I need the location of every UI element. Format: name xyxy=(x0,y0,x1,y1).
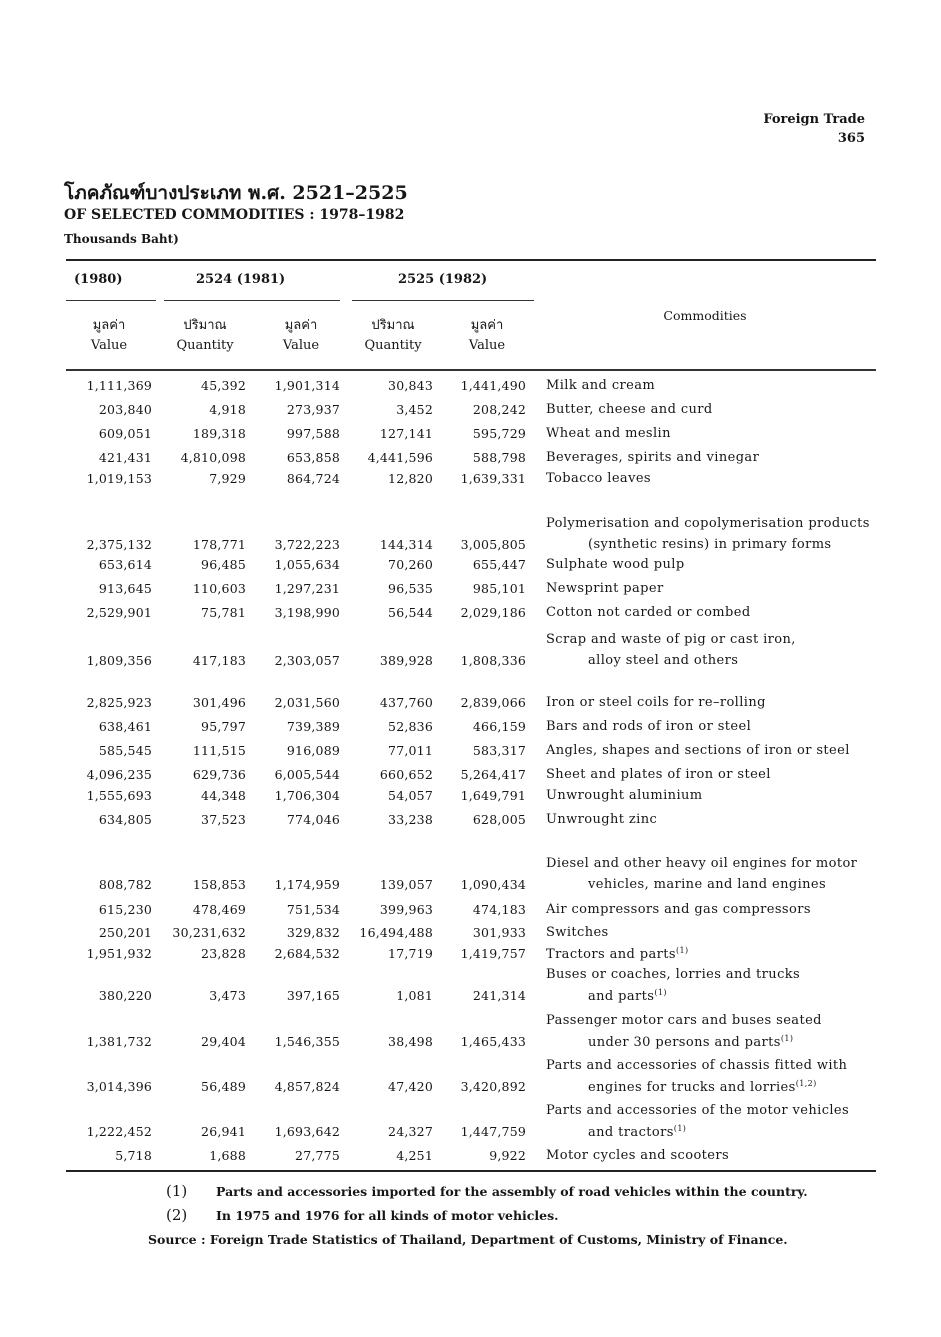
commodity-text: Cotton not carded or combed xyxy=(546,605,751,620)
footnote-mark: (1) xyxy=(166,1182,188,1200)
value-1981-cell: 2,303,057 xyxy=(274,653,340,668)
commodity-text: Passenger motor cars and buses seated xyxy=(546,1013,822,1028)
commodity-label xyxy=(546,1103,849,1118)
commodity-label xyxy=(546,1013,822,1028)
commodity-label xyxy=(546,767,771,782)
commodity-text: and parts xyxy=(588,989,655,1004)
quantity-1981-cell: 1,688 xyxy=(209,1148,246,1163)
commodity-text: Angles, shapes and sections of iron or steel xyxy=(546,743,850,758)
value-1981-cell: 1,693,642 xyxy=(274,1124,340,1139)
col-header-english: Quantity xyxy=(176,338,234,353)
commodity-label xyxy=(546,1058,847,1073)
value-1980-cell: 421,431 xyxy=(98,450,152,465)
commodity-text: Polymerisation and copolymerisation products xyxy=(546,516,870,531)
commodity-text: Switches xyxy=(546,925,609,940)
quantity-1981-cell: 478,469 xyxy=(192,902,246,917)
quantity-1981-cell: 110,603 xyxy=(192,581,246,596)
quantity-1981-cell: 95,797 xyxy=(201,719,246,734)
commodity-label-continued xyxy=(588,877,826,892)
commodity-label xyxy=(546,402,713,417)
quantity-1981-cell: 178,771 xyxy=(192,537,246,552)
commodity-text: Milk and cream xyxy=(546,378,656,393)
commodity-label xyxy=(546,426,671,441)
value-1982-cell: 2,839,066 xyxy=(460,695,526,710)
commodity-label xyxy=(546,902,811,917)
commodity-text: Beverages, spirits and vinegar xyxy=(546,450,760,465)
quantity-1981-cell: 189,318 xyxy=(192,426,246,441)
value-1980-cell: 585,545 xyxy=(98,743,152,758)
value-1981-cell: 397,165 xyxy=(286,988,340,1003)
quantity-1982-cell: 56,544 xyxy=(388,605,433,620)
quantity-1981-cell: 37,523 xyxy=(201,812,246,827)
value-1981-cell: 1,055,634 xyxy=(274,557,340,572)
commodity-text: and tractors xyxy=(588,1125,674,1140)
quantity-1982-cell: 144,314 xyxy=(379,537,433,552)
commodity-label xyxy=(546,925,609,940)
commodity-label xyxy=(546,695,766,710)
value-1981-cell: 2,031,560 xyxy=(274,695,340,710)
year-1982-rule xyxy=(352,300,534,301)
quantity-1982-cell: 47,420 xyxy=(388,1079,433,1094)
value-1982-cell: 241,314 xyxy=(472,988,526,1003)
col-header-thai: ปริมาณ xyxy=(371,318,415,333)
commodity-label xyxy=(546,967,800,982)
quantity-1982-cell: 660,652 xyxy=(379,767,433,782)
quantity-1982-cell: 127,141 xyxy=(379,426,433,441)
value-1982-cell: 1,419,757 xyxy=(460,946,526,961)
value-1981-cell: 916,089 xyxy=(286,743,340,758)
commodity-label-continued xyxy=(588,988,667,1004)
quantity-1981-cell: 3,473 xyxy=(209,988,246,1003)
quantity-1981-cell: 75,781 xyxy=(201,605,246,620)
value-1981-cell: 1,297,231 xyxy=(274,581,340,596)
commodity-label xyxy=(546,856,857,871)
quantity-1981-cell: 96,485 xyxy=(201,557,246,572)
value-1982-cell: 1,090,434 xyxy=(460,877,526,892)
value-1980-cell: 1,555,693 xyxy=(86,788,152,803)
quantity-1982-cell: 96,535 xyxy=(388,581,433,596)
commodity-label-continued xyxy=(588,653,738,668)
quantity-1982-cell: 77,011 xyxy=(388,743,433,758)
commodity-text: Scrap and waste of pig or cast iron, xyxy=(546,632,796,647)
quantity-1982-cell: 139,057 xyxy=(379,877,433,892)
col-header-thai: มูลค่า xyxy=(470,318,504,333)
value-1982-cell: 1,639,331 xyxy=(460,471,526,486)
commodity-text: Unwrought aluminium xyxy=(546,788,703,803)
commodity-text: Butter, cheese and curd xyxy=(546,402,713,417)
value-1980-cell: 203,840 xyxy=(98,402,152,417)
value-1982-cell: 1,447,759 xyxy=(460,1124,526,1139)
commodity-text: vehicles, marine and land engines xyxy=(588,877,827,892)
value-1982-cell: 208,242 xyxy=(472,402,526,417)
source-note: Source : Foreign Trade Statistics of Thailand, Department of Customs, Ministry of Finance. xyxy=(148,1232,788,1247)
quantity-1982-cell: 16,494,488 xyxy=(359,925,433,940)
value-1980-cell: 3,014,396 xyxy=(86,1079,152,1094)
quantity-1981-cell: 111,515 xyxy=(192,743,246,758)
value-1980-cell: 653,614 xyxy=(98,557,152,572)
commodity-label-continued xyxy=(588,1079,817,1095)
value-1981-cell: 27,775 xyxy=(295,1148,340,1163)
commodity-text: Parts and accessories of the motor vehicles xyxy=(546,1103,850,1118)
year-1980-label: (1980) xyxy=(74,272,123,287)
thai-title: โภคภัณฑ์บางประเภท พ.ศ. 2521–2525 xyxy=(64,182,408,204)
year-1980-rule xyxy=(66,300,156,301)
commodity-text: Unwrought zinc xyxy=(546,812,658,827)
value-1982-cell: 5,264,417 xyxy=(460,767,526,782)
value-1981-cell: 3,198,990 xyxy=(274,605,340,620)
table-top-rule xyxy=(66,259,876,261)
commodity-label xyxy=(546,946,689,962)
commodity-label xyxy=(546,557,685,572)
value-1981-cell: 751,534 xyxy=(286,902,340,917)
commodity-label xyxy=(546,743,850,758)
commodity-text: engines for trucks and lorries xyxy=(588,1080,796,1095)
value-1980-cell: 250,201 xyxy=(98,925,152,940)
quantity-1981-cell: 301,496 xyxy=(192,695,246,710)
commodity-label xyxy=(546,516,870,531)
value-1982-cell: 595,729 xyxy=(472,426,526,441)
section-name: Foreign Trade xyxy=(763,112,865,127)
unit-label: Thousands Baht) xyxy=(64,232,179,246)
value-1980-cell: 1,381,732 xyxy=(86,1034,152,1049)
commodity-label xyxy=(546,450,759,465)
value-1982-cell: 3,420,892 xyxy=(460,1079,526,1094)
value-1982-cell: 2,029,186 xyxy=(460,605,526,620)
footnote-ref: (1) xyxy=(673,1124,687,1133)
col-header-english: Value xyxy=(282,338,320,353)
quantity-1982-cell: 12,820 xyxy=(388,471,433,486)
commodity-text: (synthetic resins) in primary forms xyxy=(588,537,832,552)
value-1981-cell: 3,722,223 xyxy=(274,537,340,552)
value-1980-cell: 4,096,235 xyxy=(86,767,152,782)
footnote-mark: (2) xyxy=(166,1206,188,1224)
value-1981-cell: 4,857,824 xyxy=(274,1079,340,1094)
footnote-text: In 1975 and 1976 for all kinds of motor vehicles. xyxy=(216,1208,559,1223)
quantity-1981-cell: 26,941 xyxy=(201,1124,246,1139)
col-header-english: Quantity xyxy=(364,338,422,353)
commodity-text: Wheat and meslin xyxy=(546,426,671,441)
col-header-thai: มูลค่า xyxy=(284,318,318,333)
col-header-thai: มูลค่า xyxy=(92,318,126,333)
running-header xyxy=(763,110,865,148)
value-1981-cell: 1,706,304 xyxy=(274,788,340,803)
value-1980-cell: 380,220 xyxy=(98,988,152,1003)
value-1980-cell: 638,461 xyxy=(98,719,152,734)
quantity-1982-cell: 70,260 xyxy=(388,557,433,572)
quantity-1982-cell: 33,238 xyxy=(388,812,433,827)
value-1981-cell: 653,858 xyxy=(286,450,340,465)
commodity-label xyxy=(546,812,657,827)
footnote-text: Parts and accessories imported for the assembly of road vehicles within the country. xyxy=(216,1184,808,1199)
value-1980-cell: 2,529,901 xyxy=(86,605,152,620)
commodity-text: Sulphate wood pulp xyxy=(546,557,685,572)
footnote-ref: (1,2) xyxy=(795,1079,817,1088)
commodity-label xyxy=(546,1148,729,1163)
quantity-1982-cell: 1,081 xyxy=(396,988,433,1003)
value-1982-cell: 1,808,336 xyxy=(460,653,526,668)
page-number: 365 xyxy=(837,131,865,146)
value-1981-cell: 1,546,355 xyxy=(274,1034,340,1049)
footnote-ref: (1) xyxy=(654,988,667,997)
quantity-1982-cell: 437,760 xyxy=(379,695,433,710)
commodity-text: Bars and rods of iron or steel xyxy=(546,719,752,734)
year-1981-label: 2524 (1981) xyxy=(196,272,286,287)
commodity-label xyxy=(546,605,751,620)
commodity-label-continued xyxy=(588,1124,686,1140)
commodity-text: Tobacco leaves xyxy=(546,471,651,486)
value-1982-cell: 301,933 xyxy=(472,925,526,940)
header-bottom-rule xyxy=(66,369,876,371)
value-1981-cell: 997,588 xyxy=(286,426,340,441)
col-header-commodities: Commodities xyxy=(663,308,747,323)
quantity-1982-cell: 4,251 xyxy=(396,1148,433,1163)
footnote-ref: (1) xyxy=(675,946,689,955)
col-header-value-1982 xyxy=(442,316,532,356)
value-1982-cell: 3,005,805 xyxy=(460,537,526,552)
commodity-label xyxy=(546,632,796,647)
commodity-text: Iron or steel coils for re–rolling xyxy=(546,695,766,710)
value-1980-cell: 615,230 xyxy=(98,902,152,917)
value-1981-cell: 2,684,532 xyxy=(274,946,340,961)
commodity-label xyxy=(546,788,703,803)
commodity-label-continued xyxy=(588,537,832,552)
value-1982-cell: 466,159 xyxy=(472,719,526,734)
quantity-1982-cell: 54,057 xyxy=(388,788,433,803)
commodity-text: Buses or coaches, lorries and trucks xyxy=(546,967,801,982)
value-1980-cell: 634,805 xyxy=(98,812,152,827)
quantity-1981-cell: 158,853 xyxy=(192,877,246,892)
value-1980-cell: 1,111,369 xyxy=(86,378,152,393)
quantity-1982-cell: 38,498 xyxy=(388,1034,433,1049)
quantity-1982-cell: 389,928 xyxy=(379,653,433,668)
quantity-1981-cell: 30,231,632 xyxy=(172,925,246,940)
value-1981-cell: 6,005,544 xyxy=(274,767,340,782)
year-1981-rule xyxy=(164,300,340,301)
commodity-label xyxy=(546,581,664,596)
quantity-1981-cell: 29,404 xyxy=(201,1034,246,1049)
table-bottom-rule xyxy=(66,1170,876,1172)
value-1982-cell: 1,649,791 xyxy=(460,788,526,803)
footnote-ref: (1) xyxy=(780,1034,794,1043)
quantity-1981-cell: 44,348 xyxy=(201,788,246,803)
quantity-1981-cell: 4,918 xyxy=(209,402,246,417)
value-1980-cell: 2,825,923 xyxy=(86,695,152,710)
quantity-1981-cell: 56,489 xyxy=(201,1079,246,1094)
commodity-text: alloy steel and others xyxy=(588,653,739,668)
value-1980-cell: 913,645 xyxy=(98,581,152,596)
value-1981-cell: 774,046 xyxy=(286,812,340,827)
quantity-1982-cell: 17,719 xyxy=(388,946,433,961)
quantity-1982-cell: 399,963 xyxy=(379,902,433,917)
quantity-1982-cell: 3,452 xyxy=(396,402,433,417)
commodity-label-continued xyxy=(588,1034,793,1050)
value-1982-cell: 9,922 xyxy=(489,1148,526,1163)
commodity-label xyxy=(546,719,751,734)
quantity-1981-cell: 7,929 xyxy=(209,471,246,486)
value-1982-cell: 583,317 xyxy=(472,743,526,758)
value-1981-cell: 1,901,314 xyxy=(274,378,340,393)
value-1981-cell: 739,389 xyxy=(286,719,340,734)
value-1980-cell: 808,782 xyxy=(98,877,152,892)
quantity-1982-cell: 4,441,596 xyxy=(367,450,433,465)
commodity-label xyxy=(546,378,655,393)
quantity-1981-cell: 4,810,098 xyxy=(180,450,246,465)
value-1982-cell: 1,465,433 xyxy=(460,1034,526,1049)
year-1982-label: 2525 (1982) xyxy=(398,272,488,287)
value-1980-cell: 1,222,452 xyxy=(86,1124,152,1139)
commodity-text: Newsprint paper xyxy=(546,581,664,596)
quantity-1981-cell: 45,392 xyxy=(201,378,246,393)
commodity-text: under 30 persons and parts xyxy=(588,1035,781,1050)
quantity-1981-cell: 417,183 xyxy=(192,653,246,668)
value-1981-cell: 273,937 xyxy=(286,402,340,417)
col-header-quantity-1982 xyxy=(348,316,438,356)
commodity-text: Sheet and plates of iron or steel xyxy=(546,767,771,782)
quantity-1982-cell: 24,327 xyxy=(388,1124,433,1139)
value-1981-cell: 1,174,959 xyxy=(274,877,340,892)
col-header-thai: ปริมาณ xyxy=(183,318,227,333)
value-1980-cell: 5,718 xyxy=(115,1148,152,1163)
commodity-text: Parts and accessories of chassis fitted with xyxy=(546,1058,848,1073)
value-1981-cell: 329,832 xyxy=(286,925,340,940)
commodity-text: Air compressors and gas compressors xyxy=(546,902,811,917)
value-1982-cell: 474,183 xyxy=(472,902,526,917)
quantity-1982-cell: 30,843 xyxy=(388,378,433,393)
value-1982-cell: 1,441,490 xyxy=(460,378,526,393)
commodity-text: Tractors and parts xyxy=(546,947,676,962)
value-1982-cell: 628,005 xyxy=(472,812,526,827)
value-1982-cell: 588,798 xyxy=(472,450,526,465)
value-1980-cell: 2,375,132 xyxy=(86,537,152,552)
value-1982-cell: 985,101 xyxy=(472,581,526,596)
quantity-1981-cell: 23,828 xyxy=(201,946,246,961)
value-1980-cell: 609,051 xyxy=(98,426,152,441)
value-1981-cell: 864,724 xyxy=(286,471,340,486)
english-title: OF SELECTED COMMODITIES : 1978–1982 xyxy=(64,207,405,223)
commodity-text: Diesel and other heavy oil engines for motor xyxy=(546,856,858,871)
col-header-value-1981 xyxy=(256,316,346,356)
col-header-value-1980 xyxy=(64,316,154,356)
value-1980-cell: 1,019,153 xyxy=(86,471,152,486)
col-header-english: Value xyxy=(90,338,128,353)
quantity-1982-cell: 52,836 xyxy=(388,719,433,734)
col-header-english: Value xyxy=(468,338,506,353)
value-1980-cell: 1,951,932 xyxy=(86,946,152,961)
commodity-label xyxy=(546,471,651,486)
commodity-text: Motor cycles and scooters xyxy=(546,1148,730,1163)
value-1982-cell: 655,447 xyxy=(472,557,526,572)
quantity-1981-cell: 629,736 xyxy=(192,767,246,782)
col-header-quantity-1981 xyxy=(160,316,250,356)
value-1980-cell: 1,809,356 xyxy=(86,653,152,668)
